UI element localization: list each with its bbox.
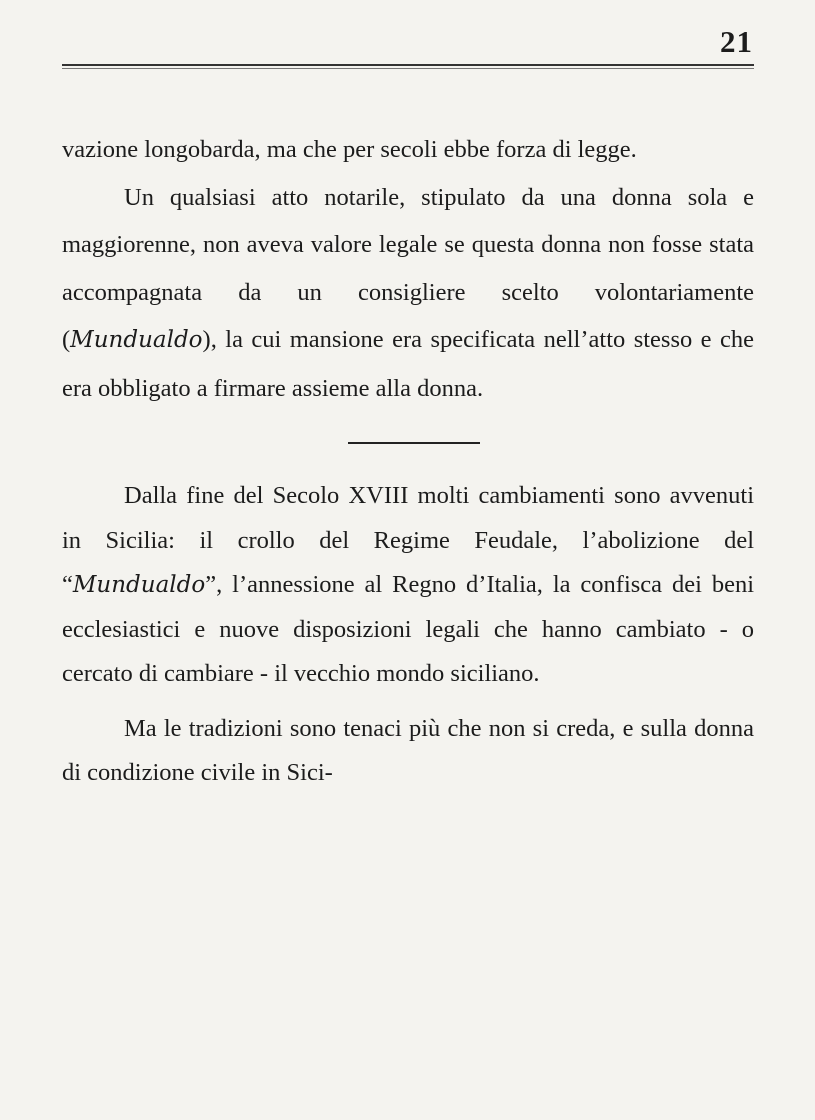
paragraph-2-text-end: ), la cui mansione era specificata nell’atto stesso e che era obbligato a firmare assieme alla donna.	[62, 326, 754, 402]
paragraph-3-text: Dalla fine del Secolo XVIII molti cambiamenti sono avvenuti in Sicilia: il crollo del Regime Feudale, l’abolizione del “	[62, 482, 754, 598]
page-number: 21	[720, 24, 753, 59]
paragraph-2	[62, 174, 754, 413]
header-rule-thin	[62, 68, 754, 69]
term-mundualdo: Mundualdo	[70, 327, 203, 353]
term-mundualdo-2: Mundualdo	[72, 572, 206, 598]
paragraph-4-text: Ma le tradizioni sono tenaci più che non si creda, e sulla donna di condizione civile in Sici-	[62, 714, 754, 786]
paragraph-2-text: Un qualsiasi atto notarile, stipulato da una donna sola e maggiorenne, non aveva valore legale se questa donna non fosse stata accompagnata da un consigliere scelto volontariamente (	[62, 183, 754, 353]
paragraph-3-text-end: ”, l’annessione al Regno d’Italia, la confisca dei beni ecclesiastici e nuove disposizioni legali che hanno cambiato - o cercato di cambiare - il vecchio mondo siciliano.	[62, 571, 754, 687]
paragraph-1-text: vazione longobarda, ma che per secoli ebbe forza di legge.	[62, 136, 637, 163]
paragraph-1	[62, 126, 754, 174]
section-separator	[348, 442, 480, 444]
header-rule	[62, 64, 754, 66]
paragraph-4	[62, 707, 754, 796]
paragraph-3	[62, 474, 754, 697]
page-body	[62, 126, 754, 796]
